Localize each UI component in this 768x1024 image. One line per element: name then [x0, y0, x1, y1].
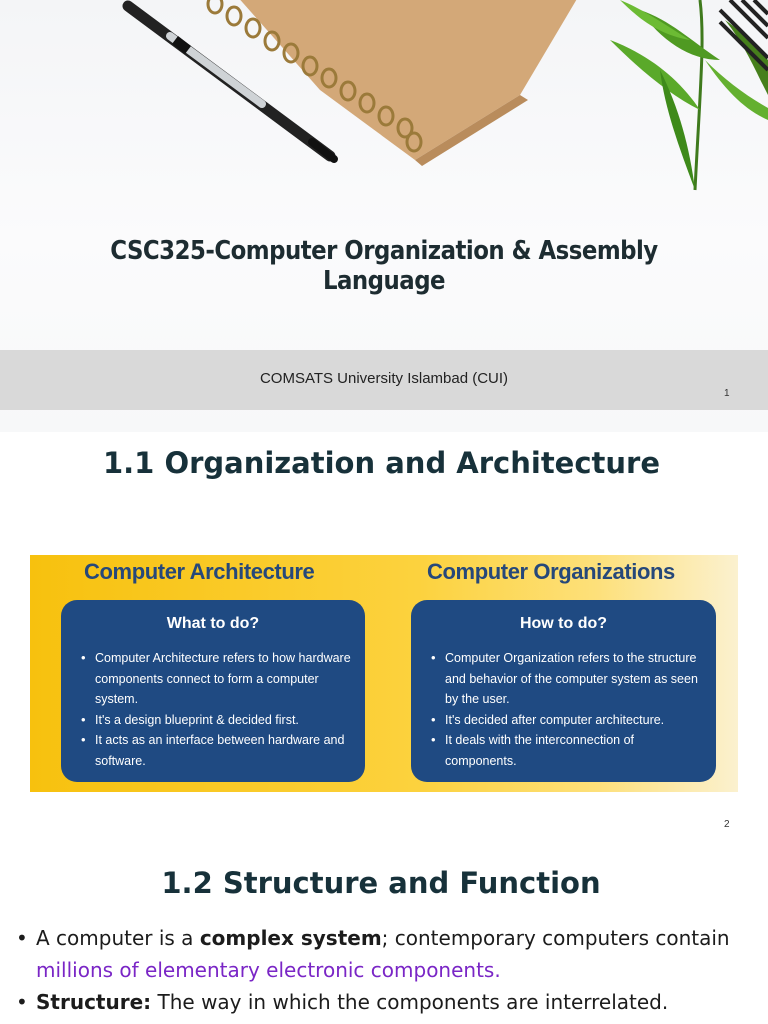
bullet-list [16, 922, 748, 1018]
desk-decoration [0, 0, 768, 350]
highlighted-text: millions of elementary electronic components. [36, 958, 501, 982]
architecture-card [61, 600, 365, 782]
list-item: • It deals with the interconnection of components. [431, 730, 704, 771]
spiral-notebook-image [205, 0, 600, 166]
list-item: • Computer Architecture refers to how hardware components connect to form a computer system. [81, 648, 353, 710]
organization-points [431, 648, 704, 771]
comparison-panel [30, 555, 738, 792]
slide-heading: 1.1 Organization and Architecture [102, 446, 661, 480]
bullet-text: ; contemporary computers contain [381, 926, 730, 950]
bold-term: Structure: [36, 990, 152, 1014]
page-number: 2 [724, 819, 730, 830]
organization-card [411, 600, 716, 782]
page-number: 1 [724, 388, 730, 399]
university-name: COMSATS University Islambad (CUI) [259, 370, 509, 387]
architecture-title: Computer Architecture [84, 559, 315, 584]
structure-function-slide [0, 842, 768, 1024]
list-item [16, 922, 748, 986]
potted-plant-image [610, 0, 768, 190]
organization-architecture-slide [0, 432, 768, 842]
list-item: • It's a design blueprint & decided first. [81, 710, 353, 731]
bullet-text: A computer is a [36, 926, 200, 950]
list-item: • It acts as an interface between hardware and software. [81, 730, 353, 771]
list-item: • It's decided after computer architecture. [431, 710, 704, 731]
slide-title: CSC325-Computer Organization & Assembly Language [110, 236, 658, 296]
bold-term: complex system [199, 926, 382, 950]
organization-card-title: How to do? [519, 615, 608, 632]
architecture-card-title: What to do? [166, 615, 260, 632]
list-item [16, 986, 748, 1018]
list-item: • Computer Organization refers to the structure and behavior of the computer system as seen by the user. [431, 648, 704, 710]
bullet-text: The way in which the components are interrelated. [151, 990, 669, 1014]
architecture-points [81, 648, 353, 771]
slide-heading: 1.2 Structure and Function [161, 866, 601, 900]
footer-band [0, 350, 768, 410]
title-slide [0, 0, 768, 432]
organization-title: Computer Organizations [427, 559, 675, 584]
